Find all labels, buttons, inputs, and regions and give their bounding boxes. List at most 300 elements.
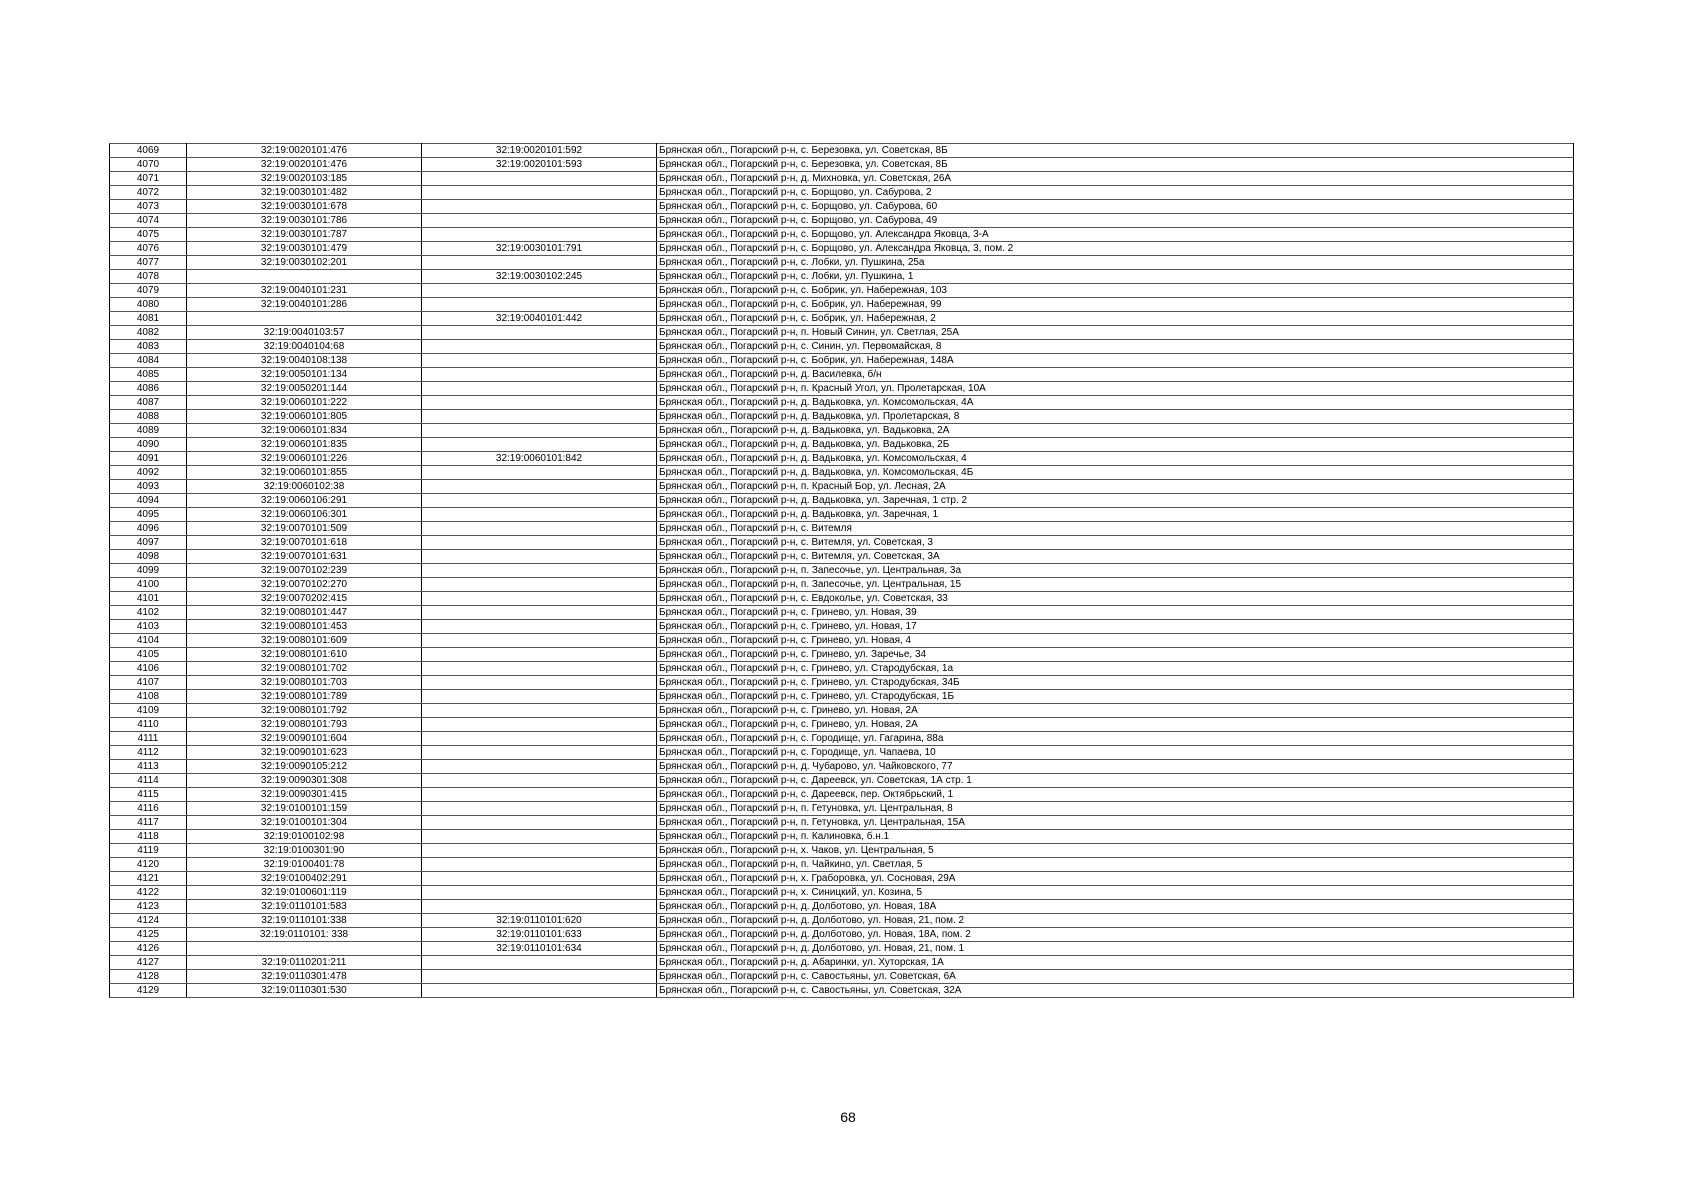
address-cell: Брянская обл., Погарский р-н, с. Евдоколье, ул. Советская, 33 xyxy=(657,592,1574,606)
row-number-cell: 4074 xyxy=(110,214,187,228)
table-row xyxy=(110,354,1574,368)
table-row xyxy=(110,242,1574,256)
table-row xyxy=(110,858,1574,872)
table-row xyxy=(110,900,1574,914)
row-number-cell: 4098 xyxy=(110,550,187,564)
building-cadastral-number-cell xyxy=(422,592,657,606)
table-row xyxy=(110,732,1574,746)
table-row xyxy=(110,312,1574,326)
table-row xyxy=(110,634,1574,648)
row-number-cell: 4099 xyxy=(110,564,187,578)
land-cadastral-number-cell: 32:19:0110101:338 xyxy=(187,914,422,928)
address-cell: Брянская обл., Погарский р-н, с. Городище, ул. Гагарина, 88а xyxy=(657,732,1574,746)
land-cadastral-number-cell: 32:19:0100401:78 xyxy=(187,858,422,872)
land-cadastral-number-cell: 32:19:0060102:38 xyxy=(187,480,422,494)
table-row xyxy=(110,298,1574,312)
table-row xyxy=(110,620,1574,634)
row-number-cell: 4088 xyxy=(110,410,187,424)
table-row xyxy=(110,648,1574,662)
building-cadastral-number-cell: 32:19:0030102:245 xyxy=(422,270,657,284)
table-row xyxy=(110,802,1574,816)
building-cadastral-number-cell xyxy=(422,620,657,634)
table-row xyxy=(110,690,1574,704)
building-cadastral-number-cell xyxy=(422,410,657,424)
building-cadastral-number-cell xyxy=(422,676,657,690)
table-row xyxy=(110,592,1574,606)
land-cadastral-number-cell: 32:19:0110201:211 xyxy=(187,956,422,970)
building-cadastral-number-cell: 32:19:0030101:791 xyxy=(422,242,657,256)
table-row xyxy=(110,970,1574,984)
row-number-cell: 4113 xyxy=(110,760,187,774)
address-cell: Брянская обл., Погарский р-н, х. Синицкий, ул. Козина, 5 xyxy=(657,886,1574,900)
land-cadastral-number-cell: 32:19:0090301:415 xyxy=(187,788,422,802)
table-row xyxy=(110,774,1574,788)
land-cadastral-number-cell: 32:19:0110101:583 xyxy=(187,900,422,914)
row-number-cell: 4108 xyxy=(110,690,187,704)
building-cadastral-number-cell xyxy=(422,858,657,872)
address-cell: Брянская обл., Погарский р-н, с. Березовка, ул. Советская, 8Б xyxy=(657,158,1574,172)
land-cadastral-number-cell: 32:19:0050101:134 xyxy=(187,368,422,382)
land-cadastral-number-cell xyxy=(187,942,422,956)
table-row xyxy=(110,200,1574,214)
address-cell: Брянская обл., Погарский р-н, с. Витемля, ул. Советская, 3А xyxy=(657,550,1574,564)
building-cadastral-number-cell xyxy=(422,354,657,368)
building-cadastral-number-cell xyxy=(422,298,657,312)
row-number-cell: 4106 xyxy=(110,662,187,676)
building-cadastral-number-cell xyxy=(422,382,657,396)
table-row xyxy=(110,606,1574,620)
row-number-cell: 4082 xyxy=(110,326,187,340)
land-cadastral-number-cell: 32:19:0090301:308 xyxy=(187,774,422,788)
land-cadastral-number-cell: 32:19:0100301:90 xyxy=(187,844,422,858)
address-cell: Брянская обл., Погарский р-н, д. Вадьковка, ул. Заречная, 1 стр. 2 xyxy=(657,494,1574,508)
land-cadastral-number-cell: 32:19:0040108:138 xyxy=(187,354,422,368)
table-row xyxy=(110,396,1574,410)
land-cadastral-number-cell: 32:19:0070102:270 xyxy=(187,578,422,592)
row-number-cell: 4101 xyxy=(110,592,187,606)
land-cadastral-number-cell: 32:19:0030101:482 xyxy=(187,186,422,200)
address-cell: Брянская обл., Погарский р-н, д. Долботово, ул. Новая, 21, пом. 1 xyxy=(657,942,1574,956)
land-cadastral-number-cell: 32:19:0080101:703 xyxy=(187,676,422,690)
address-cell: Брянская обл., Погарский р-н, с. Бобрик, ул. Набережная, 99 xyxy=(657,298,1574,312)
address-cell: Брянская обл., Погарский р-н, п. Красный Бор, ул. Лесная, 2А xyxy=(657,480,1574,494)
row-number-cell: 4120 xyxy=(110,858,187,872)
land-cadastral-number-cell: 32:19:0080101:453 xyxy=(187,620,422,634)
table-row xyxy=(110,340,1574,354)
land-cadastral-number-cell: 32:19:0030101:787 xyxy=(187,228,422,242)
land-cadastral-number-cell: 32:19:0020101:476 xyxy=(187,158,422,172)
land-cadastral-number-cell: 32:19:0040101:286 xyxy=(187,298,422,312)
row-number-cell: 4079 xyxy=(110,284,187,298)
address-cell: Брянская обл., Погарский р-н, д. Михновка, ул. Советская, 26А xyxy=(657,172,1574,186)
address-cell: Брянская обл., Погарский р-н, п. Красный Угол, ул. Пролетарская, 10А xyxy=(657,382,1574,396)
address-cell: Брянская обл., Погарский р-н, с. Синин, ул. Первомайская, 8 xyxy=(657,340,1574,354)
land-cadastral-number-cell: 32:19:0090101:604 xyxy=(187,732,422,746)
building-cadastral-number-cell xyxy=(422,284,657,298)
building-cadastral-number-cell xyxy=(422,564,657,578)
land-cadastral-number-cell: 32:19:0100102:98 xyxy=(187,830,422,844)
land-cadastral-number-cell: 32:19:0030102:201 xyxy=(187,256,422,270)
row-number-cell: 4078 xyxy=(110,270,187,284)
row-number-cell: 4110 xyxy=(110,718,187,732)
building-cadastral-number-cell xyxy=(422,900,657,914)
address-cell: Брянская обл., Погарский р-н, с. Городище, ул. Чапаева, 10 xyxy=(657,746,1574,760)
row-number-cell: 4081 xyxy=(110,312,187,326)
address-cell: Брянская обл., Погарский р-н, д. Вадьковка, ул. Вадьковка, 2А xyxy=(657,424,1574,438)
building-cadastral-number-cell xyxy=(422,214,657,228)
address-cell: Брянская обл., Погарский р-н, п. Калиновка, б.н.1 xyxy=(657,830,1574,844)
land-cadastral-number-cell: 32:19:0110301:530 xyxy=(187,984,422,998)
building-cadastral-number-cell: 32:19:0020101:592 xyxy=(422,144,657,158)
building-cadastral-number-cell xyxy=(422,200,657,214)
building-cadastral-number-cell xyxy=(422,172,657,186)
building-cadastral-number-cell xyxy=(422,886,657,900)
table-row xyxy=(110,158,1574,172)
address-cell: Брянская обл., Погарский р-н, с. Гринево, ул. Новая, 2А xyxy=(657,718,1574,732)
building-cadastral-number-cell xyxy=(422,634,657,648)
address-cell: Брянская обл., Погарский р-н, п. Запесочье, ул. Центральная, 15 xyxy=(657,578,1574,592)
table-row xyxy=(110,914,1574,928)
row-number-cell: 4071 xyxy=(110,172,187,186)
table-row xyxy=(110,494,1574,508)
address-cell: Брянская обл., Погарский р-н, д. Вадьковка, ул. Пролетарская, 8 xyxy=(657,410,1574,424)
row-number-cell: 4129 xyxy=(110,984,187,998)
land-cadastral-number-cell: 32:19:0060106:301 xyxy=(187,508,422,522)
row-number-cell: 4093 xyxy=(110,480,187,494)
land-cadastral-number-cell: 32:19:0100601:119 xyxy=(187,886,422,900)
land-cadastral-number-cell: 32:19:0070101:618 xyxy=(187,536,422,550)
table-row xyxy=(110,718,1574,732)
table-row xyxy=(110,438,1574,452)
land-cadastral-number-cell: 32:19:0020101:476 xyxy=(187,144,422,158)
building-cadastral-number-cell: 32:19:0110101:620 xyxy=(422,914,657,928)
row-number-cell: 4102 xyxy=(110,606,187,620)
address-cell: Брянская обл., Погарский р-н, д. Абаринки, ул. Хуторская, 1А xyxy=(657,956,1574,970)
row-number-cell: 4116 xyxy=(110,802,187,816)
row-number-cell: 4126 xyxy=(110,942,187,956)
row-number-cell: 4123 xyxy=(110,900,187,914)
land-cadastral-number-cell: 32:19:0080101:789 xyxy=(187,690,422,704)
table-row xyxy=(110,942,1574,956)
row-number-cell: 4069 xyxy=(110,144,187,158)
building-cadastral-number-cell xyxy=(422,228,657,242)
address-cell: Брянская обл., Погарский р-н, д. Вадьковка, ул. Комсомольская, 4Б xyxy=(657,466,1574,480)
table-row xyxy=(110,270,1574,284)
building-cadastral-number-cell: 32:19:0110101:634 xyxy=(422,942,657,956)
address-cell: Брянская обл., Погарский р-н, с. Лобки, ул. Пушкина, 25а xyxy=(657,256,1574,270)
building-cadastral-number-cell xyxy=(422,648,657,662)
land-cadastral-number-cell xyxy=(187,312,422,326)
address-cell: Брянская обл., Погарский р-н, с. Борщово, ул. Сабурова, 2 xyxy=(657,186,1574,200)
land-cadastral-number-cell: 32:19:0050201:144 xyxy=(187,382,422,396)
row-number-cell: 4128 xyxy=(110,970,187,984)
table-row xyxy=(110,886,1574,900)
table-row xyxy=(110,172,1574,186)
land-cadastral-number-cell xyxy=(187,270,422,284)
address-cell: Брянская обл., Погарский р-н, с. Савостьяны, ул. Советская, 6А xyxy=(657,970,1574,984)
building-cadastral-number-cell xyxy=(422,956,657,970)
building-cadastral-number-cell xyxy=(422,774,657,788)
building-cadastral-number-cell xyxy=(422,704,657,718)
address-cell: Брянская обл., Погарский р-н, с. Гринево, ул. Заречье, 34 xyxy=(657,648,1574,662)
table-row xyxy=(110,186,1574,200)
land-cadastral-number-cell: 32:19:0060101:835 xyxy=(187,438,422,452)
land-cadastral-number-cell: 32:19:0060101:855 xyxy=(187,466,422,480)
row-number-cell: 4104 xyxy=(110,634,187,648)
address-cell: Брянская обл., Погарский р-н, с. Гринево, ул. Новая, 2А xyxy=(657,704,1574,718)
land-cadastral-number-cell: 32:19:0040101:231 xyxy=(187,284,422,298)
row-number-cell: 4096 xyxy=(110,522,187,536)
address-cell: Брянская обл., Погарский р-н, с. Гринево, ул. Новая, 17 xyxy=(657,620,1574,634)
address-cell: Брянская обл., Погарский р-н, с. Березовка, ул. Советская, 8Б xyxy=(657,144,1574,158)
building-cadastral-number-cell xyxy=(422,536,657,550)
building-cadastral-number-cell xyxy=(422,256,657,270)
building-cadastral-number-cell xyxy=(422,340,657,354)
address-cell: Брянская обл., Погарский р-н, д. Вадьковка, ул. Вадьковка, 2Б xyxy=(657,438,1574,452)
building-cadastral-number-cell xyxy=(422,438,657,452)
row-number-cell: 4073 xyxy=(110,200,187,214)
address-cell: Брянская обл., Погарский р-н, с. Лобки, ул. Пушкина, 1 xyxy=(657,270,1574,284)
land-cadastral-number-cell: 32:19:0080101:610 xyxy=(187,648,422,662)
address-cell: Брянская обл., Погарский р-н, х. Чаков, ул. Центральная, 5 xyxy=(657,844,1574,858)
building-cadastral-number-cell xyxy=(422,396,657,410)
building-cadastral-number-cell xyxy=(422,522,657,536)
table-row xyxy=(110,452,1574,466)
land-cadastral-number-cell: 32:19:0100101:304 xyxy=(187,816,422,830)
address-cell: Брянская обл., Погарский р-н, д. Вадьковка, ул. Комсомольская, 4 xyxy=(657,452,1574,466)
land-cadastral-number-cell: 32:19:0080101:702 xyxy=(187,662,422,676)
address-cell: Брянская обл., Погарский р-н, х. Граборовка, ул. Сосновая, 29А xyxy=(657,872,1574,886)
land-cadastral-number-cell: 32:19:0020103:185 xyxy=(187,172,422,186)
land-cadastral-number-cell: 32:19:0080101:793 xyxy=(187,718,422,732)
table-row xyxy=(110,424,1574,438)
land-cadastral-number-cell: 32:19:0060101:222 xyxy=(187,396,422,410)
table-row xyxy=(110,928,1574,942)
address-cell: Брянская обл., Погарский р-н, с. Бобрик, ул. Набережная, 2 xyxy=(657,312,1574,326)
address-cell: Брянская обл., Погарский р-н, д. Василевка, б/н xyxy=(657,368,1574,382)
table-row xyxy=(110,256,1574,270)
table-row xyxy=(110,550,1574,564)
building-cadastral-number-cell xyxy=(422,480,657,494)
building-cadastral-number-cell xyxy=(422,466,657,480)
table-row xyxy=(110,676,1574,690)
table-row xyxy=(110,410,1574,424)
building-cadastral-number-cell: 32:19:0020101:593 xyxy=(422,158,657,172)
row-number-cell: 4091 xyxy=(110,452,187,466)
building-cadastral-number-cell xyxy=(422,970,657,984)
table-row xyxy=(110,214,1574,228)
address-cell: Брянская обл., Погарский р-н, п. Чайкино, ул. Светлая, 5 xyxy=(657,858,1574,872)
table-row xyxy=(110,466,1574,480)
address-cell: Брянская обл., Погарский р-н, с. Борщово, ул. Александра Яковца, 3-А xyxy=(657,228,1574,242)
building-cadastral-number-cell xyxy=(422,606,657,620)
table-row xyxy=(110,956,1574,970)
land-cadastral-number-cell: 32:19:0060101:834 xyxy=(187,424,422,438)
building-cadastral-number-cell xyxy=(422,816,657,830)
row-number-cell: 4092 xyxy=(110,466,187,480)
address-cell: Брянская обл., Погарский р-н, с. Витемля, ул. Советская, 3 xyxy=(657,536,1574,550)
building-cadastral-number-cell xyxy=(422,718,657,732)
land-cadastral-number-cell: 32:19:0030101:678 xyxy=(187,200,422,214)
building-cadastral-number-cell xyxy=(422,844,657,858)
row-number-cell: 4118 xyxy=(110,830,187,844)
building-cadastral-number-cell xyxy=(422,984,657,998)
building-cadastral-number-cell xyxy=(422,802,657,816)
page-number: 68 xyxy=(840,1109,856,1125)
building-cadastral-number-cell xyxy=(422,508,657,522)
table-row xyxy=(110,284,1574,298)
land-cadastral-number-cell: 32:19:0060101:226 xyxy=(187,452,422,466)
building-cadastral-number-cell xyxy=(422,760,657,774)
row-number-cell: 4111 xyxy=(110,732,187,746)
address-cell: Брянская обл., Погарский р-н, с. Бобрик, ул. Набережная, 148А xyxy=(657,354,1574,368)
table-row xyxy=(110,522,1574,536)
land-cadastral-number-cell: 32:19:0070101:631 xyxy=(187,550,422,564)
row-number-cell: 4109 xyxy=(110,704,187,718)
table-row xyxy=(110,578,1574,592)
address-cell: Брянская обл., Погарский р-н, с. Витемля xyxy=(657,522,1574,536)
row-number-cell: 4086 xyxy=(110,382,187,396)
table-row xyxy=(110,368,1574,382)
land-cadastral-number-cell: 32:19:0080101:447 xyxy=(187,606,422,620)
row-number-cell: 4115 xyxy=(110,788,187,802)
land-cadastral-number-cell: 32:19:0090105:212 xyxy=(187,760,422,774)
address-cell: Брянская обл., Погарский р-н, д. Чубарово, ул. Чайковского, 77 xyxy=(657,760,1574,774)
land-cadastral-number-cell: 32:19:0080101:792 xyxy=(187,704,422,718)
land-cadastral-number-cell: 32:19:0100402:291 xyxy=(187,872,422,886)
building-cadastral-number-cell xyxy=(422,550,657,564)
row-number-cell: 4125 xyxy=(110,928,187,942)
table-row xyxy=(110,480,1574,494)
row-number-cell: 4083 xyxy=(110,340,187,354)
row-number-cell: 4080 xyxy=(110,298,187,312)
row-number-cell: 4072 xyxy=(110,186,187,200)
address-cell: Брянская обл., Погарский р-н, п. Гетуновка, ул. Центральная, 15А xyxy=(657,816,1574,830)
address-cell: Брянская обл., Погарский р-н, д. Вадьковка, ул. Комсомольская, 4А xyxy=(657,396,1574,410)
table-row xyxy=(110,984,1574,998)
row-number-cell: 4090 xyxy=(110,438,187,452)
table-row xyxy=(110,564,1574,578)
row-number-cell: 4085 xyxy=(110,368,187,382)
building-cadastral-number-cell xyxy=(422,494,657,508)
land-cadastral-number-cell: 32:19:0040104:68 xyxy=(187,340,422,354)
address-cell: Брянская обл., Погарский р-н, с. Гринево, ул. Стародубская, 1а xyxy=(657,662,1574,676)
address-cell: Брянская обл., Погарский р-н, с. Гринево, ул. Стародубская, 1Б xyxy=(657,690,1574,704)
row-number-cell: 4114 xyxy=(110,774,187,788)
cadastral-table xyxy=(109,143,1574,998)
table-row xyxy=(110,760,1574,774)
building-cadastral-number-cell xyxy=(422,368,657,382)
table-row xyxy=(110,536,1574,550)
land-cadastral-number-cell: 32:19:0070202:415 xyxy=(187,592,422,606)
address-cell: Брянская обл., Погарский р-н, с. Гринево, ул. Новая, 4 xyxy=(657,634,1574,648)
table-row xyxy=(110,788,1574,802)
building-cadastral-number-cell: 32:19:0110101:633 xyxy=(422,928,657,942)
address-cell: Брянская обл., Погарский р-н, с. Савостьяны, ул. Советская, 32А xyxy=(657,984,1574,998)
address-cell: Брянская обл., Погарский р-н, с. Гринево, ул. Новая, 39 xyxy=(657,606,1574,620)
address-cell: Брянская обл., Погарский р-н, д. Долботово, ул. Новая, 18А, пом. 2 xyxy=(657,928,1574,942)
row-number-cell: 4075 xyxy=(110,228,187,242)
table-row xyxy=(110,508,1574,522)
table-row xyxy=(110,816,1574,830)
row-number-cell: 4095 xyxy=(110,508,187,522)
row-number-cell: 4076 xyxy=(110,242,187,256)
address-cell: Брянская обл., Погарский р-н, с. Борщово, ул. Сабурова, 49 xyxy=(657,214,1574,228)
table-row xyxy=(110,746,1574,760)
table-row xyxy=(110,662,1574,676)
building-cadastral-number-cell xyxy=(422,690,657,704)
row-number-cell: 4100 xyxy=(110,578,187,592)
row-number-cell: 4094 xyxy=(110,494,187,508)
building-cadastral-number-cell xyxy=(422,326,657,340)
address-cell: Брянская обл., Погарский р-н, с. Гринево, ул. Стародубская, 34Б xyxy=(657,676,1574,690)
building-cadastral-number-cell: 32:19:0060101:842 xyxy=(422,452,657,466)
row-number-cell: 4089 xyxy=(110,424,187,438)
row-number-cell: 4070 xyxy=(110,158,187,172)
row-number-cell: 4103 xyxy=(110,620,187,634)
table-row xyxy=(110,228,1574,242)
address-cell: Брянская обл., Погарский р-н, с. Борщово, ул. Сабурова, 60 xyxy=(657,200,1574,214)
row-number-cell: 4105 xyxy=(110,648,187,662)
address-cell: Брянская обл., Погарский р-н, с. Бобрик, ул. Набережная, 103 xyxy=(657,284,1574,298)
land-cadastral-number-cell: 32:19:0060101:805 xyxy=(187,410,422,424)
address-cell: Брянская обл., Погарский р-н, п. Новый Синин, ул. Светлая, 25А xyxy=(657,326,1574,340)
building-cadastral-number-cell xyxy=(422,788,657,802)
building-cadastral-number-cell xyxy=(422,186,657,200)
building-cadastral-number-cell xyxy=(422,872,657,886)
land-cadastral-number-cell: 32:19:0090101:623 xyxy=(187,746,422,760)
land-cadastral-number-cell: 32:19:0030101:786 xyxy=(187,214,422,228)
row-number-cell: 4121 xyxy=(110,872,187,886)
land-cadastral-number-cell: 32:19:0100101:159 xyxy=(187,802,422,816)
address-cell: Брянская обл., Погарский р-н, п. Запесочье, ул. Центральная, 3а xyxy=(657,564,1574,578)
address-cell: Брянская обл., Погарский р-н, д. Долботово, ул. Новая, 18А xyxy=(657,900,1574,914)
row-number-cell: 4107 xyxy=(110,676,187,690)
table-row xyxy=(110,326,1574,340)
row-number-cell: 4084 xyxy=(110,354,187,368)
row-number-cell: 4077 xyxy=(110,256,187,270)
building-cadastral-number-cell: 32:19:0040101:442 xyxy=(422,312,657,326)
address-cell: Брянская обл., Погарский р-н, д. Вадьковка, ул. Заречная, 1 xyxy=(657,508,1574,522)
address-cell: Брянская обл., Погарский р-н, с. Борщово, ул. Александра Яковца, 3, пом. 2 xyxy=(657,242,1574,256)
row-number-cell: 4127 xyxy=(110,956,187,970)
address-cell: Брянская обл., Погарский р-н, д. Долботово, ул. Новая, 21, пом. 2 xyxy=(657,914,1574,928)
row-number-cell: 4119 xyxy=(110,844,187,858)
table-row xyxy=(110,844,1574,858)
land-cadastral-number-cell: 32:19:0070102:239 xyxy=(187,564,422,578)
building-cadastral-number-cell xyxy=(422,830,657,844)
land-cadastral-number-cell: 32:19:0080101:609 xyxy=(187,634,422,648)
table-row xyxy=(110,144,1574,158)
address-cell: Брянская обл., Погарский р-н, с. Дареевск, ул. Советская, 1А стр. 1 xyxy=(657,774,1574,788)
address-cell: Брянская обл., Погарский р-н, с. Дареевск, пер. Октябрьский, 1 xyxy=(657,788,1574,802)
row-number-cell: 4087 xyxy=(110,396,187,410)
land-cadastral-number-cell: 32:19:0040103:57 xyxy=(187,326,422,340)
row-number-cell: 4097 xyxy=(110,536,187,550)
table-body xyxy=(110,144,1574,998)
row-number-cell: 4124 xyxy=(110,914,187,928)
address-cell: Брянская обл., Погарский р-н, п. Гетуновка, ул. Центральная, 8 xyxy=(657,802,1574,816)
table-row xyxy=(110,382,1574,396)
building-cadastral-number-cell xyxy=(422,662,657,676)
table-row xyxy=(110,704,1574,718)
table-row xyxy=(110,830,1574,844)
land-cadastral-number-cell: 32:19:0110101: 338 xyxy=(187,928,422,942)
land-cadastral-number-cell: 32:19:0060106:291 xyxy=(187,494,422,508)
land-cadastral-number-cell: 32:19:0110301:478 xyxy=(187,970,422,984)
land-cadastral-number-cell: 32:19:0030101:479 xyxy=(187,242,422,256)
land-cadastral-number-cell: 32:19:0070101:509 xyxy=(187,522,422,536)
